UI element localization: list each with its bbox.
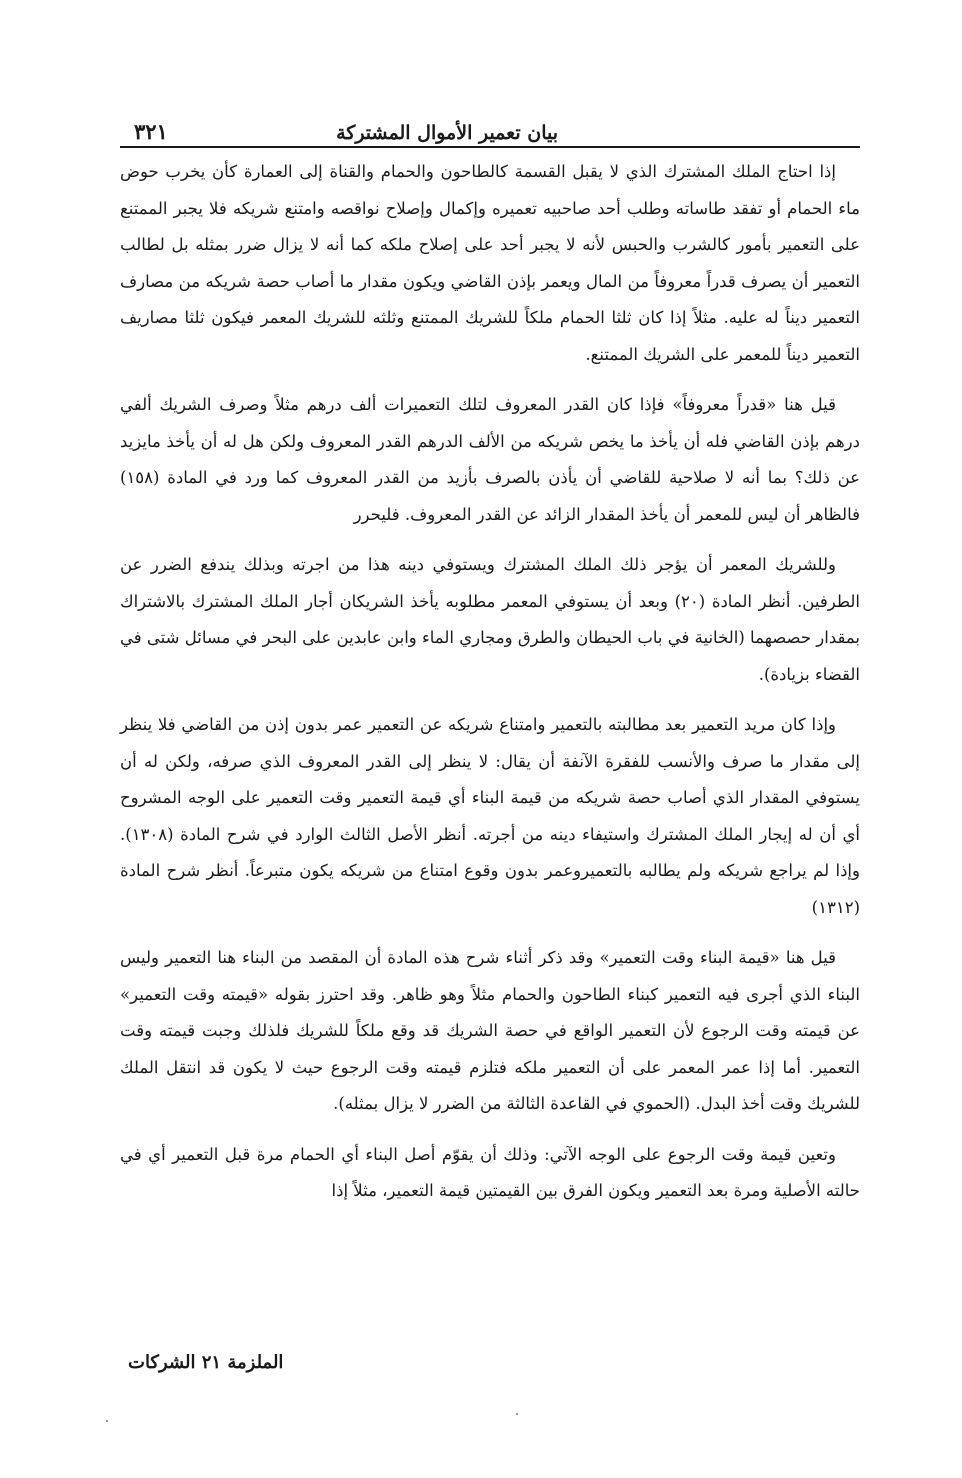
paragraph: وتعين قيمة وقت الرجوع على الوجه الآتي: وذلك أن يقوّم أصل البناء أي الحمام مرة قبل التعمير أي في حالته الأصلية ومرة بعد التعمير ويكون الفرق بين القيمتين قيمة التعمير، مثلاً إذا <box>120 1144 860 1200</box>
running-header <box>120 110 860 148</box>
paragraph: قيل هنا «قيمة البناء وقت التعمير» وقد ذكر أثناء شرح هذه المادة أن المقصد من البناء هنا التعمير وليس البناء الذي أجرى فيه التعمير كبناء الطاحون والحمام مثلاً وهو ظاهر. وقد احترز بقوله «قيمته وقت التعمير» عن قيمته وقت الرجوع لأن التعمير الواقع في حصة الشريك قد وقع ملكاً للشريك فلذلك وجبت قيمته وقت التعمير. أما إذا عمر المعمر على أن التعمير ملكه فتلزم قيمته وقت الرجوع حيث لا يكون قد انتقل الملك للشريك وقت أخذ البدل. (الحموي في القاعدة الثالثة من الضرر لا يزال بمثله). <box>120 948 860 1113</box>
scan-speck <box>516 1413 518 1415</box>
scan-speck <box>106 1420 108 1422</box>
page-number: ٣٢١ <box>134 119 168 144</box>
paragraph: قيل هنا «قدراً معروفاً» فإذا كان القدر المعروف لتلك التعميرات ألف درهم مثلاً وصرف الشريك ألفي درهم بإذن القاضي فله أن يأخذ ما يخص شريكه من الألف الدرهم القدر المعروف ولكن هل له أن يأخذ مايزيد عن ذلك؟ بما أنه لا صلاحية للقاضي أن يأذن بالصرف بأزيد من القدر المعروف كما ورد في المادة (١٥٨) فالظاهر أن ليس للمعمر أن يأخذ المقدار الزائد عن القدر المعروف. فليحرر <box>120 395 860 524</box>
book-page <box>120 110 860 1224</box>
paragraph: إذا احتاج الملك المشترك الذي لا يقبل القسمة كالطاحون والحمام والقناة إلى العمارة كأن يخرب حوض ماء الحمام أو تفقد طاساته وطلب أحد صاحبيه تعميره وإكمال وإصلاح نواقصه وامتنع شريكه فلا يجبر الممتنع على التعمير بأمور كالشرب والحبس لأنه لا يجبر أحد على إصلاح ملكه كما أنه لا يزال ضرر بمثله بل لطالب التعمير أن يصرف قدراً معروفاً من المال ويعمر بإذن القاضي ويكون مقدار ما أصاب حصة شريكه من مصارف التعمير ديناً له عليه. مثلاً إذا كان ثلثا الحمام ملكاً للشريك الممتنع وثلثه للشريك المعمر فيكون ثلثا مصاريف التعمير ديناً للمعمر على الشريك الممتنع. <box>120 162 860 364</box>
paragraph: وللشريك المعمر أن يؤجر ذلك الملك المشترك ويستوفي دينه هذا من اجرته وبذلك يندفع الضرر عن الطرفين. أنظر المادة (٢٠) وبعد أن يستوفي المعمر مطلوبه يأخذ الشريكان أجار الملك المشترك بالاشتراك بمقدار حصصهما (الخانية في باب الحيطان والطرق ومجاري الماء وابن عابدين على البحر في مسائل شتى في القضاء بزيادة). <box>120 555 860 684</box>
signature-mark: الملزمة ٢١ الشركات <box>128 1352 284 1373</box>
running-title: بيان تعمير الأموال المشتركة <box>336 122 558 144</box>
body-text <box>120 154 860 1210</box>
paragraph: وإذا كان مريد التعمير بعد مطالبته بالتعمير وامتناع شريكه عن التعمير عمر بدون إذن من القاضي فلا ينظر إلى مقدار ما صرف والأنسب للفقرة الآنفة أن يقال: لا ينظر إلى القدر المعروف الذي صرفه، ولكن له أن يستوفي المقدار الذي أصاب حصة شريكه من قيمة البناء أي قيمة التعمير وقت التعمير على الوجه المشروح أي أن له إيجار الملك المشترك واستيفاء دينه من أجرته. أنظر الأصل الثالث الوارد في شرح المادة (١٣٠٨). وإذا لم يراجع شريكه ولم يطالبه بالتعميروعمر بدون وقوع امتناع من شريكه يكون متبرعاً. أنظر شرح المادة (١٣١٢) <box>120 715 860 917</box>
